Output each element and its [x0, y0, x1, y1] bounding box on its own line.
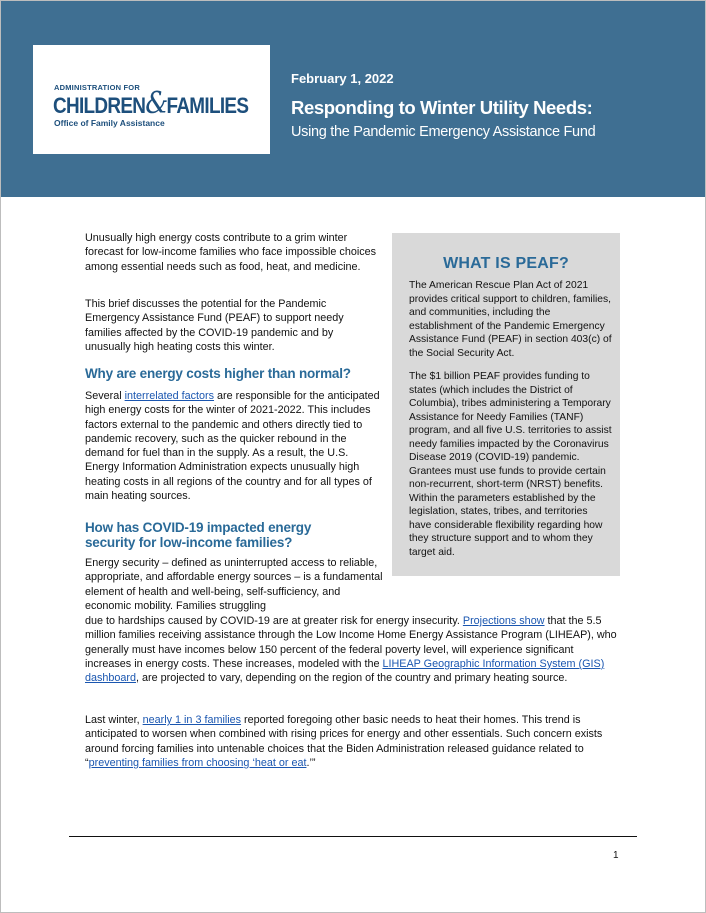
section-heading-covid-impact — [85, 520, 355, 550]
section1-paragraph — [85, 389, 383, 503]
section2-text-c: , are projected to vary, depending on the region of the country and primary heating source. — [136, 672, 568, 685]
sidebar-paragraph-2: The $1 billion PEAF provides funding to states (which includes the District of Columbia), tribes administering a Temporary Assistance for Needy Families (TANF) program, and all five U.S. territories to assist needy families impacted by the Coronavirus Disease 2019 (COVID-19) pandemic. Grantees must use funds to provide certain non-recurrent, short-term (NRST) benefits. Within the parameters established by the legislation, states, tribes, and territories have considerable flexibility regarding how they structure support and to whom they target aid. — [409, 371, 612, 558]
logo-office-text: Office of Family Assistance — [54, 118, 165, 128]
logo-top-text: ADMINISTRATION FOR — [54, 83, 140, 92]
acf-logo — [33, 45, 270, 154]
page-number: 1 — [613, 850, 619, 861]
logo-word-children: CHILDREN — [53, 93, 146, 118]
sidebar-title: WHAT IS PEAF? — [443, 255, 569, 272]
section2-p2-text-a: Last winter, — [85, 714, 143, 726]
logo-ampersand: & — [145, 86, 167, 121]
section2-p2-text-c: .’” — [306, 756, 316, 769]
link-nearly-1-in-3-families[interactable]: nearly 1 in 3 families — [142, 714, 242, 726]
logo-word-families: FAMILIES — [166, 93, 249, 118]
section1-text — [85, 389, 383, 503]
section2-text-wide — [85, 614, 621, 685]
peaf-sidebar — [392, 233, 620, 576]
section2-paragraph-wide — [85, 614, 621, 685]
heading-energy-costs: Why are energy costs higher than normal? — [85, 366, 351, 381]
section2-paragraph-2 — [85, 713, 621, 770]
document-subtitle: Using the Pandemic Emergency Assistance Fund — [291, 124, 596, 140]
section1-text-a: Several — [85, 390, 125, 402]
section2-text-narrow: Energy security – defined as uninterrupted access to reliable, appropriate, and affordable energy sources – is a fundamental element of health and well-being, self-sufficiency, and economic mobility. Families struggling — [85, 557, 383, 612]
section2-p2-text-b: reported foregoing other basic needs to heat their homes. This trend is anticipated to worsen when combined with rising prices for energy and other essentials. Such concern exists around forcing families into untenable choices that the Biden Administration released guidance related to “ — [85, 714, 603, 769]
link-heat-or-eat[interactable]: preventing families from choosing ‘heat or eat — [88, 756, 307, 769]
intro-paragraph-1 — [85, 231, 380, 274]
section1-text-b: are responsible for the anticipated high energy costs for the winter of 2021-2022. This includes factors external to the pandemic and others directly tied to pandemic recovery, such as the quicker rebound in the demand for fuel than in the supply. As a result, the U.S. Energy Information Administration expects unusually high heating costs in all regions of the country and for all types of main heating sources. — [85, 390, 380, 503]
document-title: Responding to Winter Utility Needs: — [291, 97, 593, 118]
header-banner — [1, 1, 705, 197]
link-interrelated-factors[interactable]: interrelated factors — [124, 390, 215, 402]
intro-text-2: This brief discusses the potential for the Pandemic Emergency Assistance Fund (PEAF) to support needy families affected by the COVID-19 pandemic and by unusually high heating costs this winter. — [85, 298, 344, 353]
heading-covid-impact: How has COVID-19 impacted energy security for low-income families? — [85, 520, 312, 550]
footer-divider — [69, 836, 637, 837]
link-projections-show[interactable]: Projections show — [462, 615, 545, 627]
intro-text-1: Unusually high energy costs contribute to a grim winter forecast for low-income families who face impossible choices among essential needs such as food, heat, and medicine. — [85, 232, 377, 273]
sidebar-paragraph-1: The American Rescue Plan Act of 2021 provides critical support to children, families, and communities, including the establishment of the Pandemic Emergency Assistance Fund (PEAF) in section 403(c) of the Social Security Act. — [409, 280, 612, 359]
section-heading-energy-costs — [85, 366, 385, 381]
link-liheap-gis-dashboard[interactable]: LIHEAP Geographic Information System (GIS) dashboard — [85, 657, 605, 685]
section2-text-b: that the 5.5 million families receiving assistance through the Low Income Home Energy Assistance Program (LIHEAP), who generally must have incomes below 150 percent of the federal poverty level, will experience significant increases in energy costs. These increases, modeled with the — [85, 615, 617, 670]
sidebar-body — [409, 279, 612, 569]
intro-paragraph-2 — [85, 297, 380, 354]
section2-text-2 — [85, 713, 621, 770]
section2-paragraph-narrow — [85, 556, 383, 613]
section2-text-a: due to hardships caused by COVID-19 are at greater risk for energy insecurity. — [85, 615, 463, 627]
publication-date: February 1, 2022 — [291, 71, 394, 86]
